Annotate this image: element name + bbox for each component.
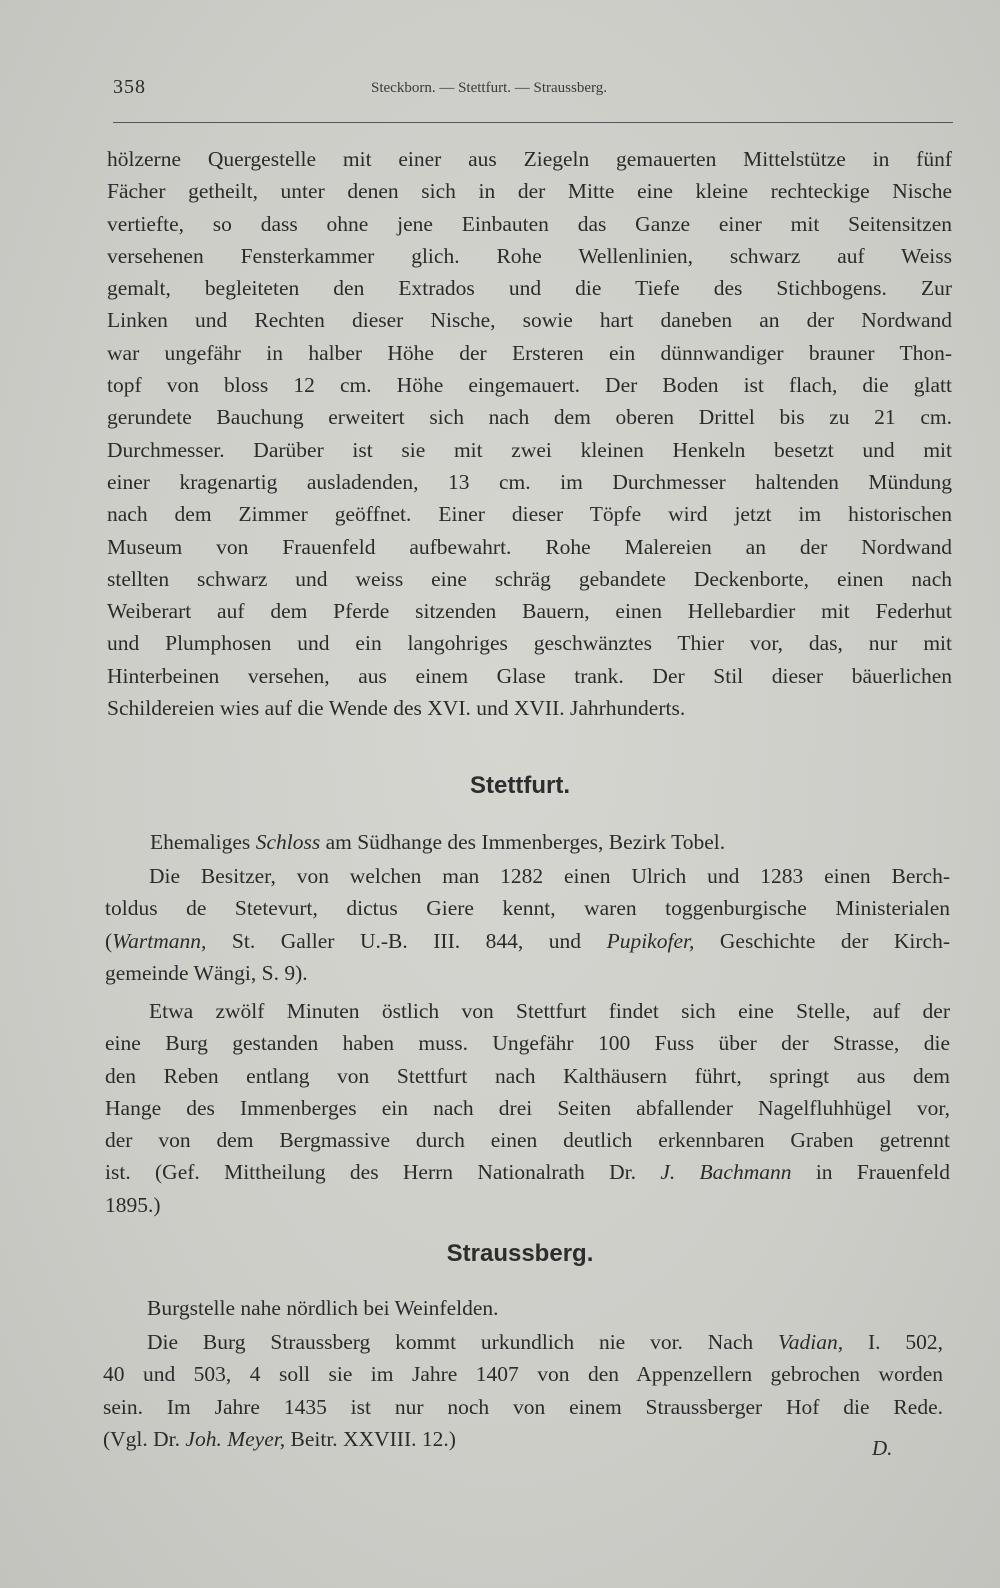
text-line: 1895.) [105,1192,161,1217]
text-line: Linken und Rechten dieser Nische, sowie hart daneben an der Nordwand [107,308,952,333]
text-segment: I. 502, [843,1330,943,1354]
page-number: 358 [113,76,146,98]
text-line: einer kragenartig ausladenden, 13 cm. im Durchmesser haltenden Mündung [107,469,952,494]
stettfurt-paragraph-1 [105,860,950,989]
stettfurt-paragraph-2 [105,995,950,1221]
intro-emphasis: Schloss [255,830,321,854]
section-heading-stettfurt: Stettfurt. [470,772,570,799]
text-line: vertiefte, so dass ohne jene Einbauten das Ganze einer mit Seitensitzen [107,211,952,236]
text-line: Museum von Frauenfeld aufbewahrt. Rohe Malereien an der Nordwand [107,534,952,559]
text-segment: ( [105,928,113,953]
text-emphasis: Vadian, [778,1330,844,1354]
text-line: gemeinde Wängi, S. 9). [105,960,308,985]
text-line: gerundete Bauchung erweitert sich nach dem oberen Drittel bis zu 21 cm. [107,405,952,430]
text-line: nach dem Zimmer geöffnet. Einer dieser Töpfe wird jetzt im historischen [107,502,952,527]
section-heading-straussberg: Straussberg. [446,1240,594,1267]
page-header [113,76,953,102]
text-line: war ungefähr in halber Höhe der Ersteren ein dünnwandiger brauner Thon- [107,340,952,365]
text-line: toldus de Stetevurt, dictus Giere kennt, waren toggenburgische Ministerialen [105,896,950,921]
text-segment: St. Galler U.-B. III. 844, und [206,928,607,953]
text-line: und Plumphosen und ein langohriges geschwänztes Thier vor, das, nur mit [107,631,952,656]
text-line: Die Besitzer, von welchen man 1282 einen Ulrich und 1283 einen Berch- [149,864,950,888]
text-segment: Die Burg Straussberg kommt urkundlich nie vor. Nach [147,1330,778,1354]
text-line: Hinterbeinen versehen, aus einem Glase trank. Der Stil dieser bäuerlichen [107,663,952,688]
text-line: gemalt, begleiteten den Extrados und die Tiefe des Stichbogens. Zur [107,276,952,301]
text-line: versehenen Fensterkammer glich. Rohe Wellenlinien, schwarz auf Weiss [107,243,952,268]
text-line [103,1423,943,1455]
text-line: stellten schwarz und weiss eine schräg gebandete Deckenborte, einen nach [107,566,952,591]
header-rule [113,122,953,123]
text-segment: in Frauenfeld [791,1160,950,1185]
text-line: den Reben entlang von Stettfurt nach Kalthäusern führt, springt aus dem [105,1063,950,1088]
text-segment: Geschichte der Kirch- [694,928,951,953]
text-line [103,1326,943,1358]
text-line: hölzerne Quergestelle mit einer aus Ziegeln gemauerten Mittelstütze in fünf [107,147,952,171]
text-line: 40 und 503, 4 soll sie im Jahre 1407 von den Appenzellern gebrochen worden [103,1362,943,1387]
text-line: Etwa zwölf Minuten östlich von Stettfurt findet sich eine Stelle, auf der [149,999,950,1023]
text-line [105,1156,950,1188]
text-segment: Beitr. XXVIII. 12.) [285,1426,456,1451]
text-emphasis: J. Bachmann [660,1160,792,1185]
straussberg-intro: Burgstelle nahe nördlich bei Weinfelden. [147,1296,499,1320]
text-line: Schildereien wies auf die Wende des XVI. und XVII. Jahrhunderts. [107,696,686,721]
continuation-paragraph [107,143,952,724]
text-line: Hange des Immenberges ein nach drei Seiten abfallender Nagelfluhhügel vor, [105,1095,950,1120]
text-line: sein. Im Jahre 1435 ist nur noch von einem Straussberger Hof die Rede. [103,1394,943,1419]
text-line: Weiberart auf dem Pferde sitzenden Bauern, einen Hellebardier mit Federhut [107,599,952,624]
text-segment: (Vgl. Dr. [103,1426,186,1451]
text-segment: ist. (Gef. Mittheilung des Herrn Nationalrath Dr. [105,1160,661,1185]
intro-text-tail: am Südhange des Immenberges, Bezirk Tobel. [320,830,726,854]
straussberg-paragraph [103,1326,943,1455]
text-emphasis: Wartmann, [112,928,207,953]
stettfurt-intro [150,826,725,858]
text-line [105,925,950,957]
text-line: Fächer getheilt, unter denen sich in der Mitte eine kleine rechteckige Nische [107,179,952,204]
text-line: der von dem Bergmassive durch einen deutlich erkennbaren Graben getrennt [105,1128,950,1153]
author-signature: D. [872,1436,893,1460]
text-line: eine Burg gestanden haben muss. Ungefähr 100 Fuss über der Strasse, die [105,1031,950,1056]
text-line: Durchmesser. Darüber ist sie mit zwei kleinen Henkeln besetzt und mit [107,437,952,462]
intro-text: Ehemaliges [150,830,256,854]
text-line: topf von bloss 12 cm. Höhe eingemauert. Der Boden ist flach, die glatt [107,373,952,398]
running-head: Steckborn. — Stettfurt. — Straussberg. [371,80,607,96]
text-emphasis: Pupikofer, [606,928,695,953]
text-emphasis: Joh. Meyer, [185,1426,286,1451]
